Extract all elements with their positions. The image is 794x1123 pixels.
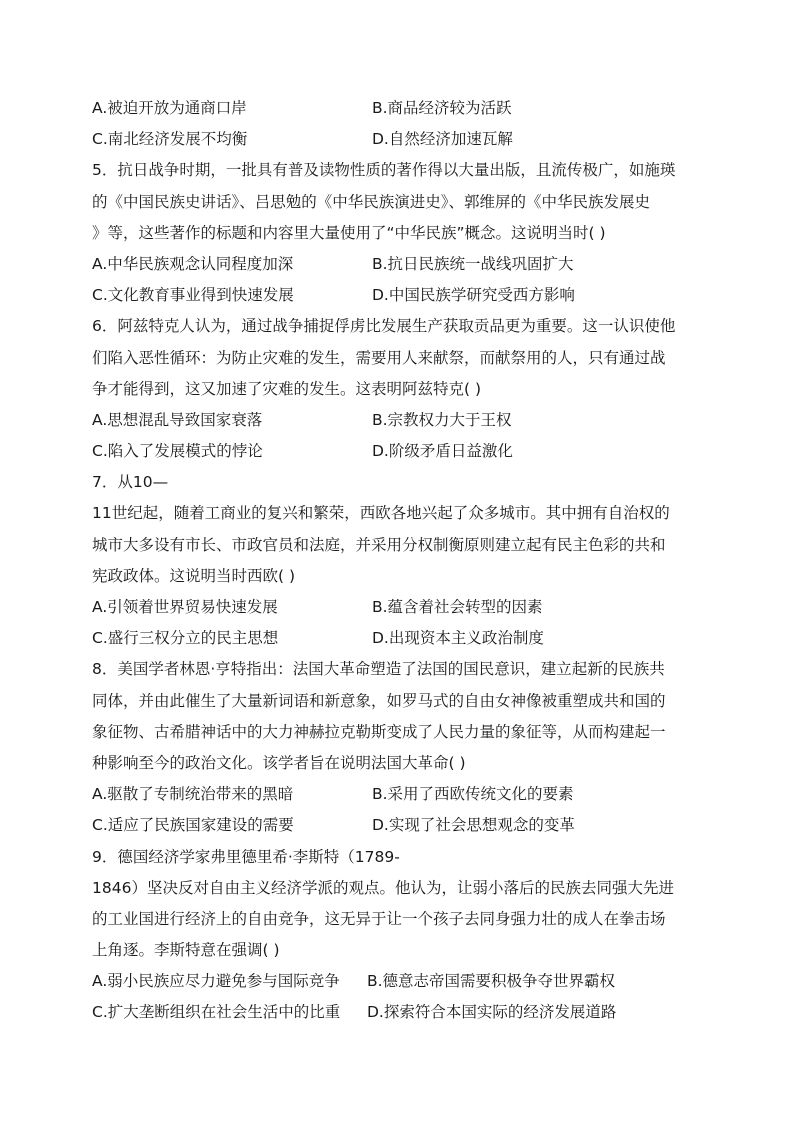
q9-options-row-1 [92,966,702,997]
q7-stem-line: 7．从10— [92,473,169,492]
q8-option-d[interactable]: D.实现了社会思想观念的变革 [372,816,575,835]
q9-stem-line: 上角逐。李斯特意在强调( ) [92,941,280,960]
q7-stem-line: 城市大多设有市长、市政官员和法庭，并采用分权制衡原则建立起有民主色彩的共和 [92,535,666,554]
q8-option-a[interactable]: A.驱散了专制统治带来的黑暗 [92,785,294,804]
q6-stem-line: 6．阿兹特克人认为，通过战争捕捉俘虏比发展生产获取贡品更为重要。这一认识使他 [92,317,676,336]
q5-option-a[interactable]: A.中华民族观念认同程度加深 [92,254,294,273]
q6-stem-line: 们陷入恶性循环：为防止灾难的发生，需要用人来献祭，而献祭用的人，只有通过战 [92,348,666,367]
q7-stem-line: 宪政政体。这说明当时西欧( ) [92,566,296,585]
q8-stem-line: 8．美国学者林恩·亨特指出：法国大革命塑造了法国的国民意识，建立起新的民族共 [92,660,665,679]
q7-option-c[interactable]: C.盛行三权分立的民主思想 [92,629,279,648]
q4-option-c[interactable]: C.南北经济发展不均衡 [92,130,248,149]
q5-stem-line: 5．抗日战争时期，一批具有普及读物性质的著作得以大量出版，且流传极广，如施瑛 [92,161,676,180]
q8-stem-line: 同体，并由此催生了大量新词语和新意象，如罗马式的自由女神像被重塑成共和国的 [92,691,666,710]
q7-option-a[interactable]: A.引领着世界贸易快速发展 [92,598,278,616]
q8-stem-line: 种影响至今的政治文化。该学者旨在说明法国大革命( ) [92,753,466,772]
q4-option-d[interactable]: D.自然经济加速瓦解 [372,130,513,149]
q5-stem-line: 》等，这些著作的标题和内容里大量使用了“中华民族”概念。这说明当时( ) [92,223,606,242]
q7-option-d[interactable]: D.出现资本主义政治制度 [372,629,544,648]
q7-stem-line: 11世纪起，随着工商业的复兴和繁荣，西欧各地兴起了众多城市。其中拥有自治权的 [92,504,670,523]
q4-options-row-1 [92,93,702,124]
q6-stem-line: 争才能得到，这又加速了灾难的发生。这表明阿兹特克( ) [92,379,482,398]
q6-option-a[interactable]: A.思想混乱导致国家衰落 [92,410,263,429]
q7-option-b[interactable]: B.蕴含着社会转型的因素 [372,598,543,616]
q4-options-row-2 [92,124,702,155]
q7-options-row-2 [92,623,702,654]
q6-options-row-1 [92,405,702,436]
q9-option-a[interactable]: A.弱小民族应尽力避免参与国际竞争 [92,972,340,991]
q9-options-row-2 [92,997,702,1028]
q6-option-d[interactable]: D.阶级矛盾日益激化 [372,442,513,461]
q4-option-b[interactable]: B.商品经济较为活跃 [372,99,512,117]
q8-options-row-2 [92,810,702,841]
q9-option-c[interactable]: C.扩大垄断组织在社会生活中的比重 [92,1003,341,1022]
q6-option-c[interactable]: C.陷入了发展模式的悖论 [92,442,263,461]
q8-stem-line: 象征物、古希腊神话中的大力神赫拉克勒斯变成了人民力量的象征等，从而构建起一 [92,722,666,741]
q9-stem-line: 1846）坚决反对自由主义经济学派的观点。他认为，让弱小落后的民族去同强大先进 [92,878,674,897]
q9-option-d[interactable]: D.探索符合本国实际的经济发展道路 [367,1003,617,1022]
q6-option-b[interactable]: B.宗教权力大于王权 [372,410,512,429]
q8-options-row-1 [92,779,702,810]
q7-options-row-1 [92,592,702,623]
q4-option-a[interactable]: A.被迫开放为通商口岸 [92,99,247,117]
q8-option-c[interactable]: C.适应了民族国家建设的需要 [92,816,294,835]
q5-option-d[interactable]: D.中国民族学研究受西方影响 [372,286,575,305]
q9-stem-line: 9．德国经济学家弗里德里希·李斯特（1789- [92,847,400,866]
q8-option-b[interactable]: B.采用了西欧传统文化的要素 [372,785,574,804]
q5-options-row-2 [92,280,702,311]
q5-option-c[interactable]: C.文化教育事业得到快速发展 [92,286,294,305]
q9-stem-line: 的工业国进行经济上的自由竞争，这无异于让一个孩子去同身强力壮的成人在拳击场 [92,909,666,928]
q6-options-row-2 [92,436,702,467]
q5-options-row-1 [92,249,702,280]
q5-option-b[interactable]: B.抗日民族统一战线巩固扩大 [372,254,574,273]
q5-stem-line: 的《中国民族史讲话》、吕思勉的《中华民族演进史》、郭维屏的《中华民族发展史 [92,192,651,211]
q9-option-b[interactable]: B.德意志帝国需要积极争夺世界霸权 [367,972,616,991]
